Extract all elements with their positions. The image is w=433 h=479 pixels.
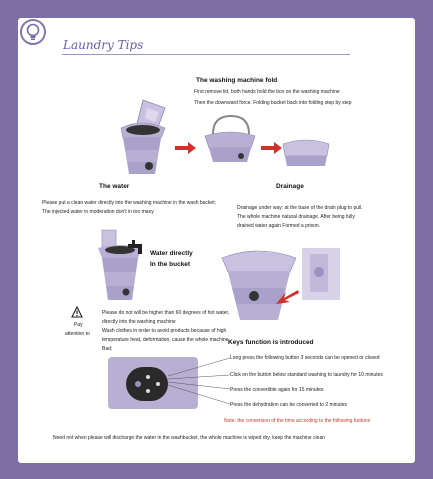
attention-line-2: directly into the washing machine (102, 319, 176, 325)
attention-line-5: Bad; (102, 346, 113, 352)
fold-heading: The washing machine fold (196, 77, 278, 84)
fold-step-1: First remove lid, both hands hold the box on the washing machine (194, 89, 340, 95)
drainage-line-1: Drainage under way: at the base of the drain plug to pull. (237, 205, 363, 211)
key-function-4: Press the dehydration can be converted to 2 minutes (230, 402, 348, 408)
washing-machine-drainage-image (218, 238, 302, 324)
attention-line-1: Please do not will be higher than 60 degrees of hot water, (102, 310, 230, 316)
attention-line-3: Wash clothes in order to avoid products because of high (102, 328, 227, 334)
page-title: Laundry Tips (63, 38, 144, 52)
key-leader-lines (168, 355, 234, 421)
washing-machine-folded-image (281, 132, 331, 168)
lightbulb-logo-icon (20, 19, 46, 45)
attention-label-line-1: Pay (74, 322, 83, 328)
water-callout-line-1: Water directly (150, 250, 193, 257)
fold-step-2: Then the downward force. Folding bucket back into folding step by step (194, 100, 352, 106)
attention-label-line-2: attention to (65, 331, 90, 337)
washing-machine-half-folded-image (201, 114, 259, 168)
drainage-line-3: drained water again Formed a prison. (237, 223, 321, 229)
drainage-line-2: The whole machine natural drainage. After being fully (237, 214, 355, 220)
key-function-3: Press the convertible again for 15 minutes (230, 387, 324, 393)
warning-icon (71, 306, 83, 318)
water-heading: The water (99, 183, 130, 190)
key-function-1: Long press the following button 3 seconds can be opened or closed (230, 355, 380, 361)
water-callout-line-2: In the bucket (150, 261, 191, 268)
key-function-2: Click on the button below standard washing to laundry for 10 minutes (230, 372, 383, 378)
drain-hose-closeup-image (302, 248, 340, 300)
attention-line-4: temperature heat, deformation, cause the whole machine (102, 337, 229, 343)
key-conversion-note: Note: the conversion of the time according to the following buttons (224, 418, 371, 424)
title-divider (62, 54, 350, 55)
arrow-right-icon (261, 141, 283, 155)
faucet-icon (126, 240, 146, 260)
footer-note: Need not when please will discharge the water in the washbucket, the whole machine is wiped dry, keep the machine clean (53, 435, 326, 441)
arrow-right-icon (175, 141, 197, 155)
drainage-heading: Drainage (276, 183, 304, 190)
keys-heading: Keys function is introduced (228, 339, 314, 346)
arrow-down-left-icon (274, 288, 300, 308)
water-line-2: The injected water in moderation don't in too many (42, 209, 154, 215)
water-line-1: Please put a clean water directly into the washing machine in the wash bucket; (42, 200, 216, 206)
washing-machine-open-image (113, 98, 171, 180)
